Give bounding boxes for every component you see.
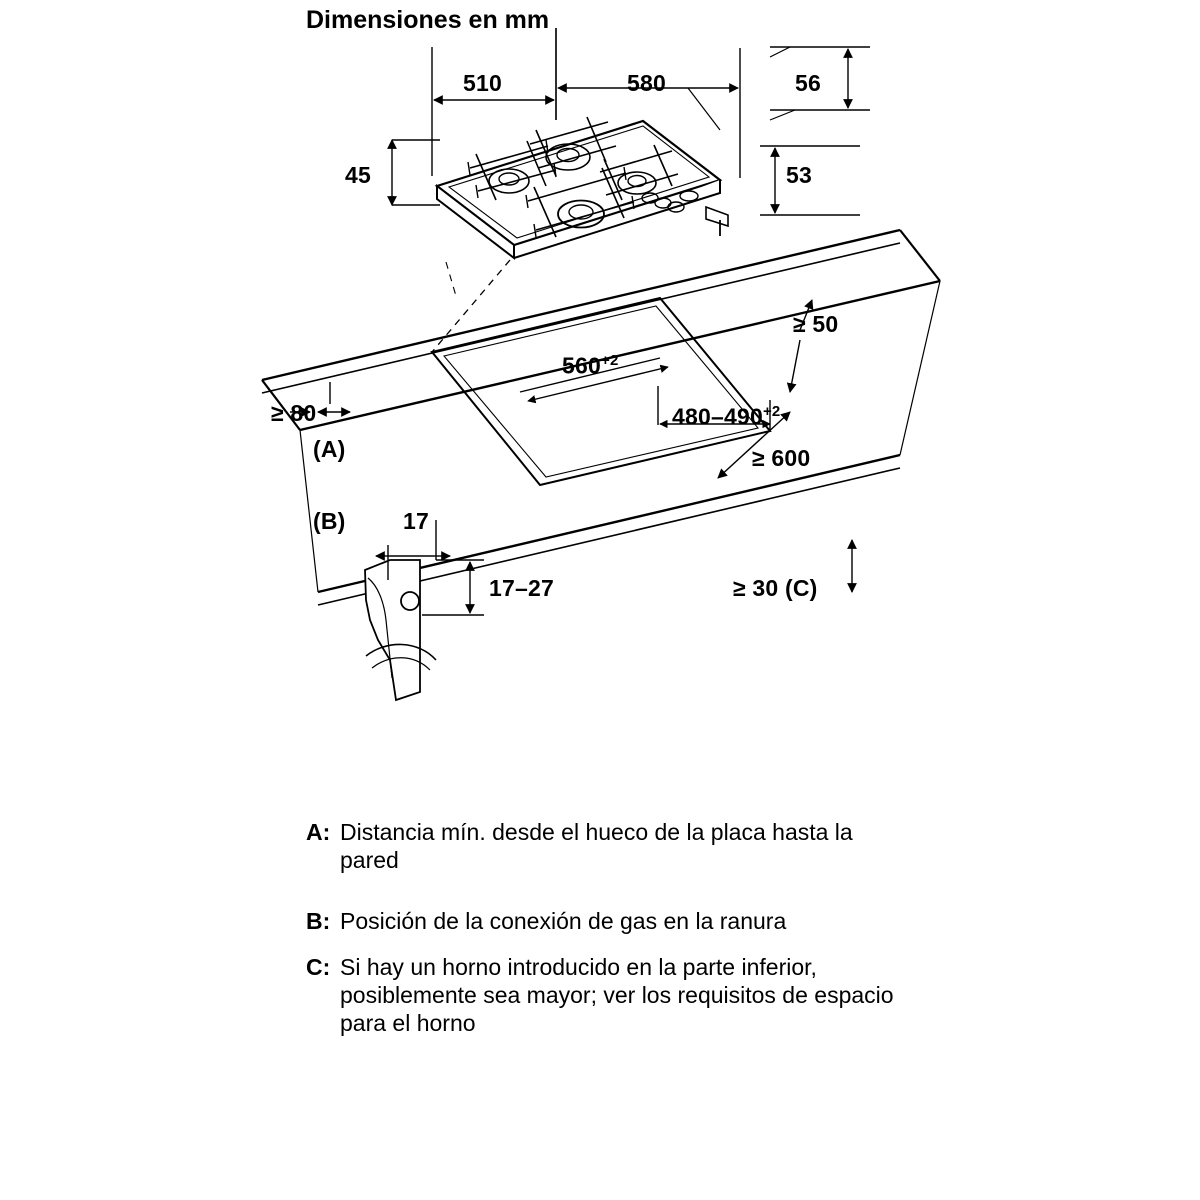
legend-row (306, 907, 906, 935)
dim-label-560: $560^{+2}$ (562, 352, 619, 379)
legend-text: Posición de la conexión de gas en la ranura (340, 908, 787, 934)
dim-label-580: 580 (627, 70, 666, 96)
legend-key: B: (306, 908, 331, 934)
gas-pipe (706, 207, 728, 236)
gas-connection-detail (365, 560, 436, 700)
legend-bc (306, 907, 906, 1055)
marker-b: (B) (313, 508, 346, 534)
legend-row (306, 953, 906, 1037)
worktop-cutout (432, 298, 770, 485)
legend-row (306, 818, 906, 874)
dim-label-17-27: 17–27 (489, 575, 554, 601)
dim-label-53: 53 (786, 162, 812, 188)
dim-label-480-490: $480-490^{+2}$ (672, 403, 781, 430)
legend-text: Si hay un horno introducido en la parte inferior, posiblemente sea mayor; ver los requisitos de espacio para el horno (340, 954, 894, 1037)
dim-label-17: 17 (403, 508, 429, 534)
worktop (262, 230, 940, 605)
legend-a (306, 818, 906, 892)
dim-label-ge50: ≥ 50 (793, 311, 839, 337)
legend-text: Distancia mín. desde el hueco de la placa hasta la pared (340, 819, 853, 874)
dim-label-510: 510 (463, 70, 502, 96)
legend-key: A: (306, 819, 331, 845)
dim-label-56: 56 (795, 70, 821, 96)
dim-45 (392, 140, 440, 205)
marker-a: (A) (313, 436, 346, 462)
page-title: Dimensiones en mm (306, 6, 550, 34)
legend-key: C: (306, 954, 331, 981)
dim-label-ge80: ≥ 80 (271, 400, 317, 426)
hob-body (437, 121, 720, 258)
dim-label-ge30: ≥ 30 (C) (733, 575, 818, 601)
dim-label-ge600: ≥ 600 (752, 445, 811, 471)
dim-label-45: 45 (345, 162, 371, 188)
